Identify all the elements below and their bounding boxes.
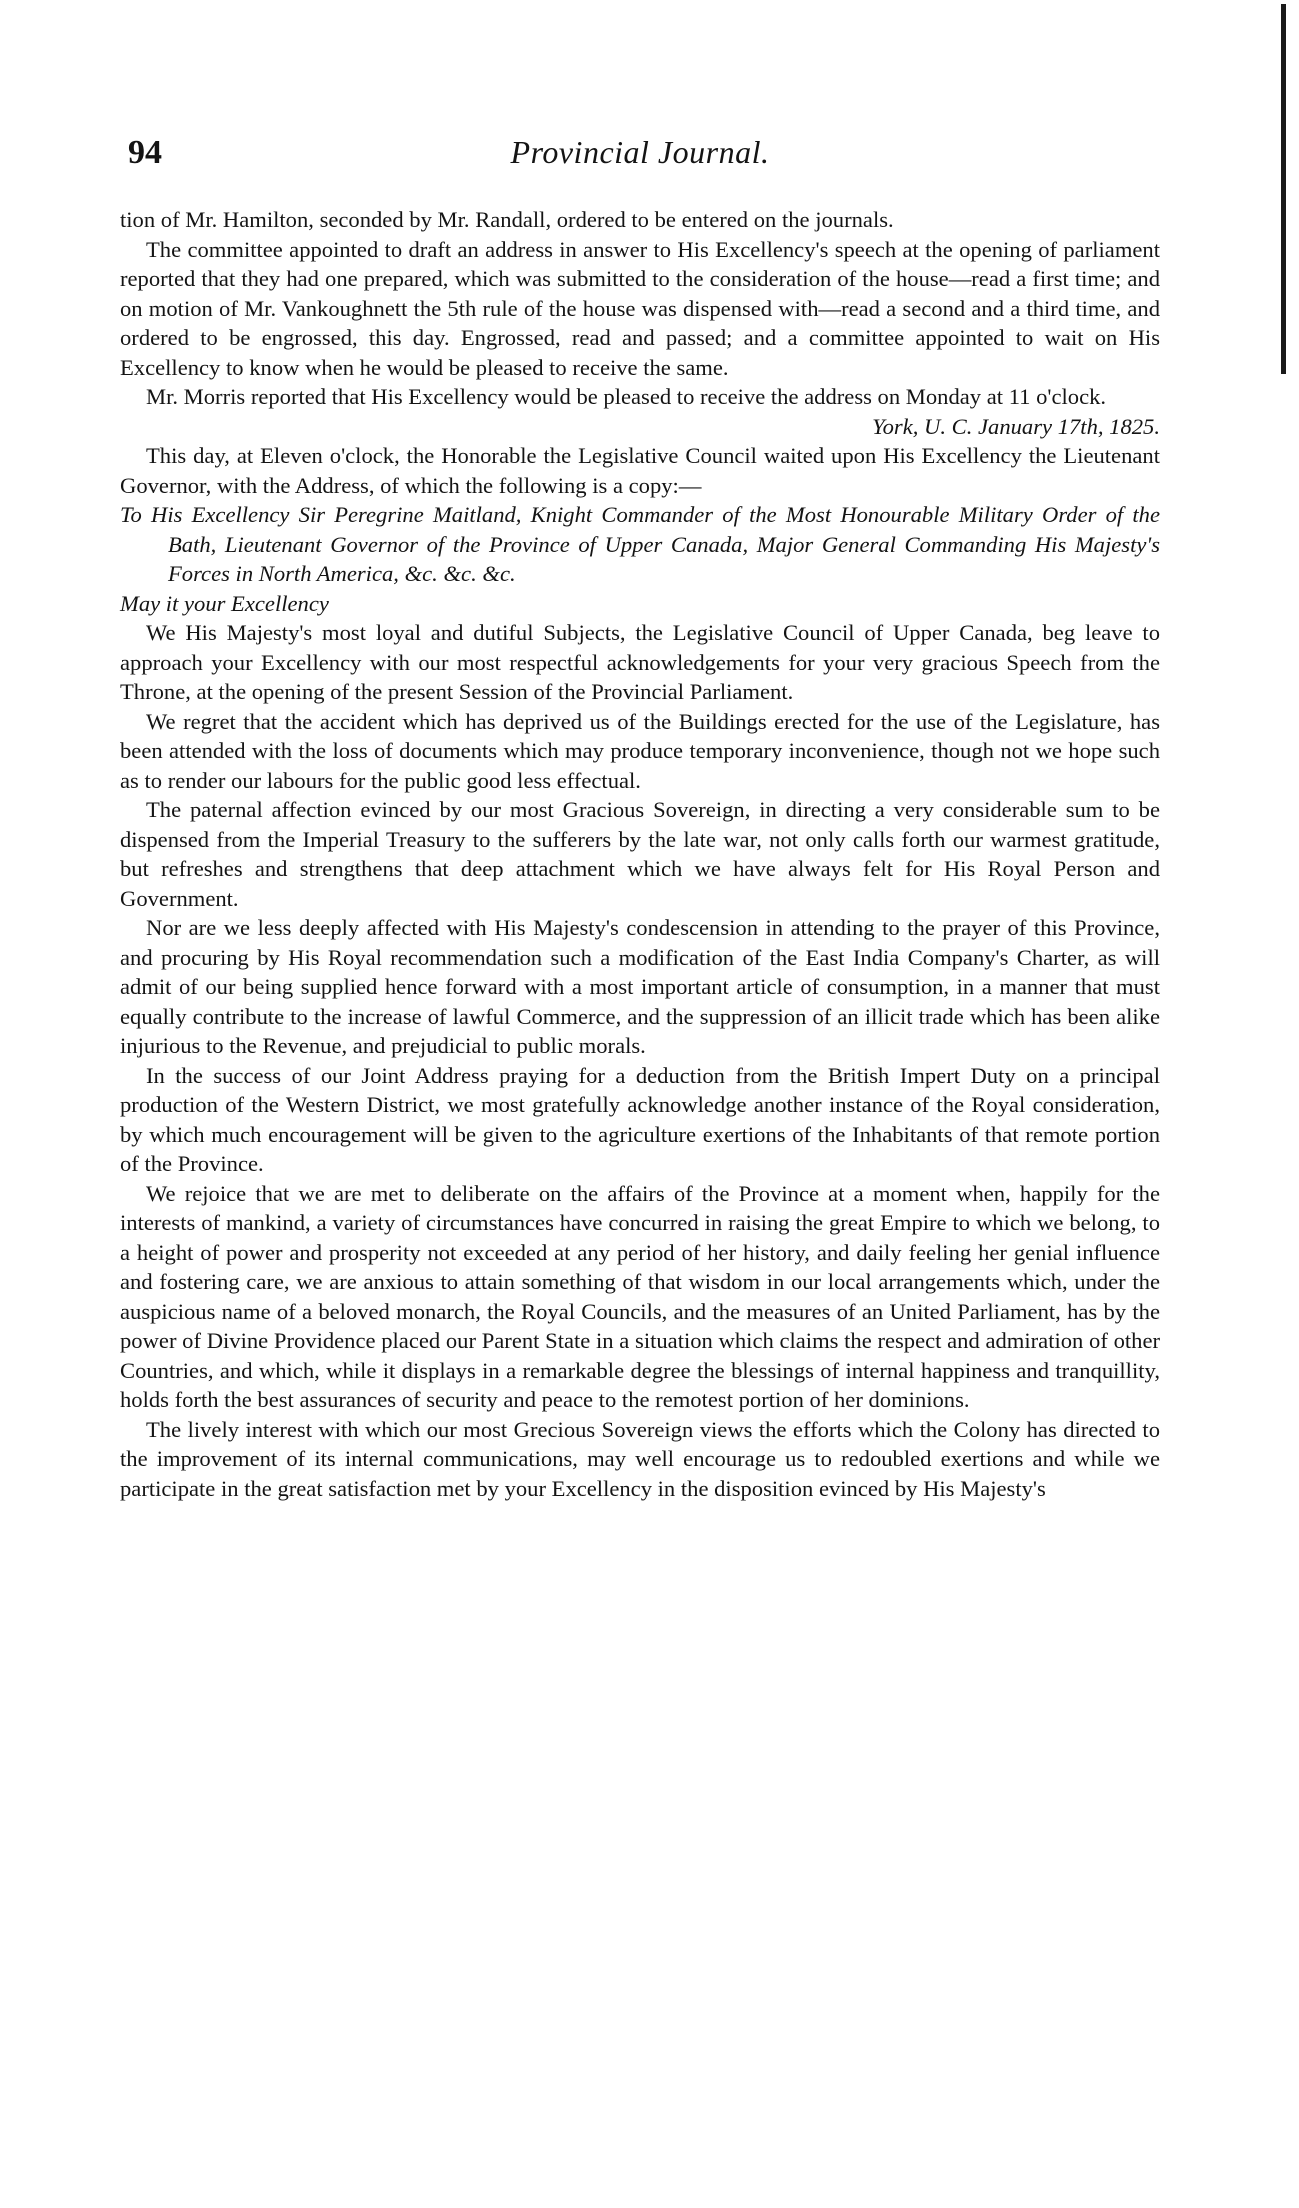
paragraph-committee-report: The committee appointed to draft an address in answer to His Excellency's speech at the opening of parliament reported that they had one prepared, which was submitted to the consideration of the house—read a first time; and on motion of Mr. Vankoughnett the 5th rule of the house was dispensed with—read a second and a third time, and ordered to be engrossed, this day. Engrossed, read and passed; and a committee appointed to wait on His Excellency to know when he would be pleased to receive the same.: [120, 236, 1160, 380]
page-number: 94: [128, 134, 162, 171]
page-edge-bar: [1281, 4, 1286, 374]
journal-text: [120, 205, 1160, 1503]
running-head: Provincial Journal.: [510, 134, 770, 170]
paragraph-import-duty: In the success of our Joint Address praying for a deduction from the British Impert Duty on a principal production of the Western District, we most gratefully acknowledge another instance of the Royal consideration, by which much encouragement will be given to the agriculture exertions of the Inhabitants of that remote portion of the Province.: [120, 1062, 1160, 1176]
address-recipient: To His Excellency Sir Peregrine Maitland, Knight Commander of the Most Honourable Military Order of the Bath, Lieutenant Governor of the Province of Upper Canada, Major General Commanding His Majesty's Forces in North America, &c. &c. &c.: [120, 502, 1160, 586]
paragraph-paternal-affection: The paternal affection evinced by our most Gracious Sovereign, in directing a very considerable sum to be dispensed from the Imperial Treasury to the sufferers by the late war, not only calls forth our warmest gratitude, but refreshes and strengthens that deep attachment which we have always felt for His Royal Person and Government.: [120, 797, 1160, 911]
paragraph-morris-report: Mr. Morris reported that His Excellency would be pleased to receive the address on Monday at 11 o'clock.: [146, 384, 1107, 409]
paragraph-loyal-subjects: We His Majesty's most loyal and dutiful Subjects, the Legislative Council of Upper Canada, beg leave to approach your Excellency with our most respectful acknowledgements for your very gracious Speech from the Throne, at the opening of the present Session of the Provincial Parliament.: [120, 620, 1160, 704]
paragraph-regret-accident: We regret that the accident which has deprived us of the Buildings erected for the use of the Legislature, has been attended with the loss of documents which may produce temporary inconvenience, though not we hope such as to render our labours for the public good less effectual.: [120, 708, 1160, 793]
paragraph-continuation: tion of Mr. Hamilton, seconded by Mr. Randall, ordered to be entered on the journals.: [120, 207, 894, 232]
page-header: [120, 130, 1160, 180]
dateline: York, U. C. January 17th, 1825.: [872, 413, 1160, 439]
salutation: May it your Excellency: [120, 590, 329, 616]
paragraph-east-india-charter: Nor are we less deeply affected with His Majesty's condescension in attending to the prayer of this Province, and procuring by His Royal recommendation such a modification of the East India Company's Charter, as will admit of our being supplied hence forward with a most important article of consumption, in a manner that must equally contribute to the increase of lawful Commerce, and the suppression of an illicit trade which has been alike injurious to the Revenue, and prejudicial to public morals.: [120, 915, 1160, 1058]
paragraph-council-waited: This day, at Eleven o'clock, the Honorable the Legislative Council waited upon His Excellency the Lieutenant Governor, with the Address, of which the following is a copy:—: [120, 443, 1160, 498]
paragraph-internal-communications: The lively interest with which our most Grecious Sovereign views the efforts which the Colony has directed to the improvement of its internal communications, may well encourage us to redoubled exertions and while we participate in the great satisfaction met by your Excellency in the disposition evinced by His Majesty's: [120, 1416, 1160, 1501]
paragraph-rejoice-empire: We rejoice that we are met to deliberate on the affairs of the Province at a moment when, happily for the interests of mankind, a variety of circumstances have concurred in raising the great Empire to which we belong, to a height of power and prosperity not exceeded at any period of her history, and daily feeling her genial influence and fostering care, we are anxious to attain something of that wisdom in our local arrangements which, under the auspicious name of a beloved monarch, the Royal Councils, and the measures of an United Parliament, has by the power of Divine Providence placed our Parent State in a situation which claims the respect and admiration of other Countries, and which, while it displays in a remarkable degree the blessings of internal happiness and tranquillity, holds forth the best assurances of security and peace to the remotest portion of her dominions.: [120, 1180, 1160, 1412]
